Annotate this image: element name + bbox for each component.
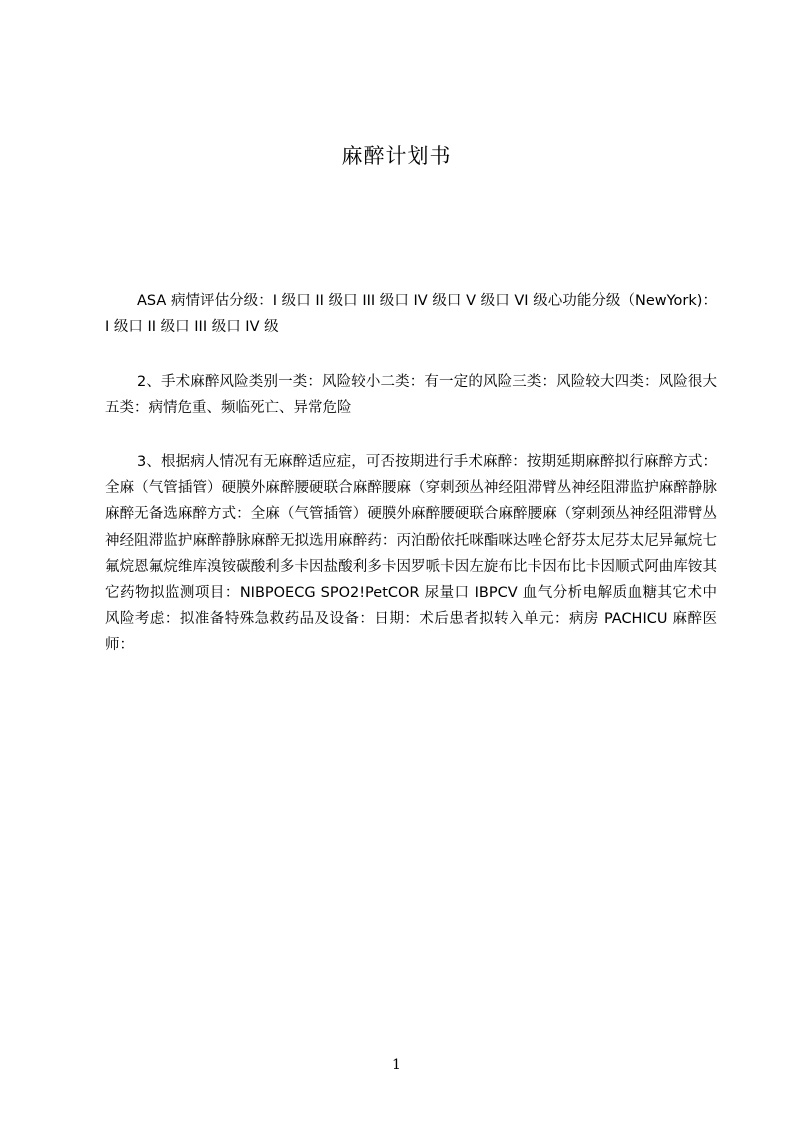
paragraph-anesthesia-plan: 3、根据病人情况有无麻醉适应症，可否按期进行手术麻醉：按期延期麻醉拟行麻醉方式：全麻（气管插管）硬膜外麻醉腰硬联合麻醉腰麻（穿刺颈丛神经阻滞臂丛神经阻滞监护麻醉静脉麻醉无备选麻醉方式：全麻（气管插管）硬膜外麻醉腰硬联合麻醉腰麻（穿刺颈丛神经阻滞臂丛神经阻滞监护麻醉静脉麻醉无拟选用麻醉药：丙泊酚依托咪酯咪达唑仑舒芬太尼芬太尼异氟烷七氟烷恩氟烷维库溴铵碳酸利多卡因盐酸利多卡因罗哌卡因左旋布比卡因布比卡因顺式阿曲库铵其它药物拟监测项目：NIBPOECG SPO2!PetCOR 尿量口 IBPCV 血气分析电解质血糖其它术中风险考虑：拟准备特殊急救药品及设备：日期：术后患者拟转入单元：病房 PACHICU 麻醉医师： xyxy=(105,454,717,654)
document-title: 麻醉计划书 xyxy=(341,144,452,168)
paragraph-risk-category: 2、手术麻醉风险类别一类：风险较小二类：有一定的风险三类：风险较大四类：风险很大五类：病情危重、频临死亡、异常危险 xyxy=(105,374,717,417)
page-number: 1 xyxy=(392,1057,401,1073)
paragraph-asa-grading: ASA 病情评估分级：I 级口 II 级口 III 级口 IV 级口 V 级口 VI 级心功能分级（NewYork)：I 级口 II 级口 III 级口 IV 级 xyxy=(105,293,717,336)
